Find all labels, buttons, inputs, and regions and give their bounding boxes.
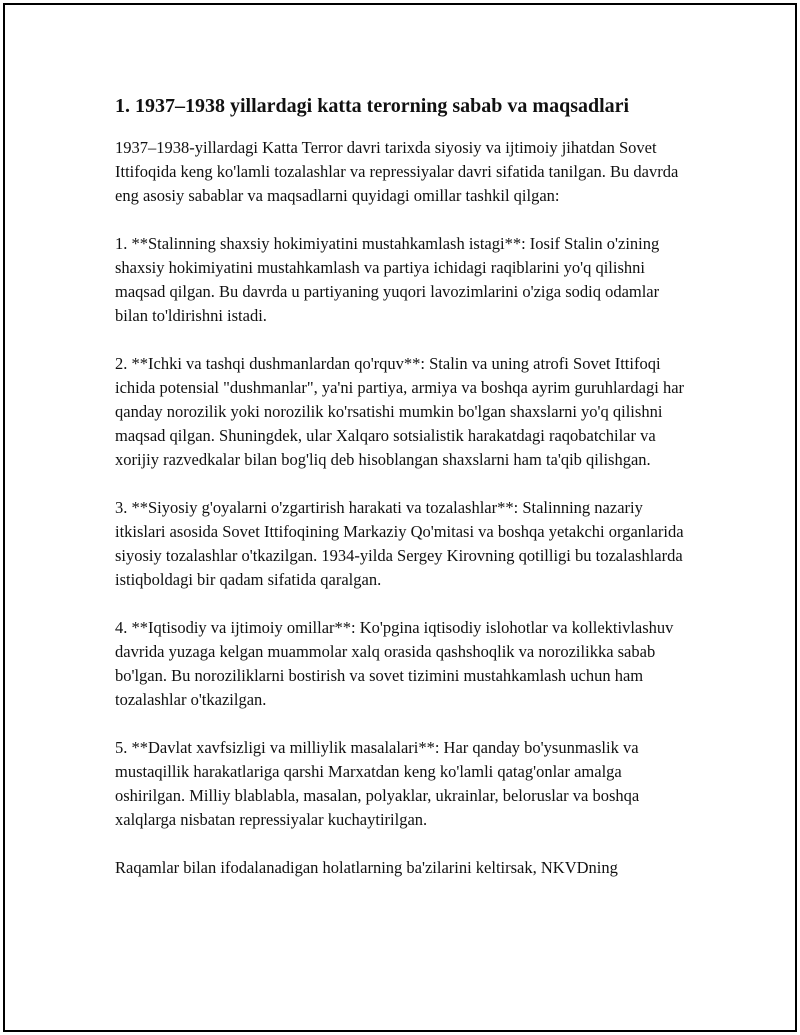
intro-paragraph: 1937–1938-yillardagi Katta Terror davri tarixda siyosiy va ijtimoiy jihatdan Sovet Ittifoqida keng ko'lamli tozalashlar va repressiyalar davri sifatida tanilgan. Bu davrda eng asosiy sabablar va maqsadlarni quyidagi omillar tashkil qilgan: xyxy=(115,138,679,205)
paragraph-point-5: 5. **Davlat xavfsizligi va milliylik masalalari**: Har qanday bo'ysunmaslik va mustaqillik harakatlariga qarshi Marxatdan keng ko'lamli qatag'onlar amalga oshirilgan. Milliy blablabla, masalan, polyaklar, ukrainlar, beloruslar va boshqa xalqlarga nisbatan repressiyalar kuchaytirilgan. xyxy=(115,738,640,829)
closing-paragraph: Raqamlar bilan ifodalanadigan holatlarning ba'zilarini keltirsak, NKVDning xyxy=(115,858,618,877)
paragraph-point-1: 1. **Stalinning shaxsiy hokimiyatini mustahkamlash istagi**: Iosif Stalin o'zining shaxsiy hokimiyatini mustahkamlash va partiya ichidagi raqiblarini yo'q qilishni maqsad qilgan. Bu davrda u partiyaning yuqori lavozimlarini o'ziga sodiq odamlar bilan to'ldirishni istadi. xyxy=(115,234,660,325)
paragraph-point-3: 3. **Siyosiy g'oyalarni o'zgartirish harakati va tozalashlar**: Stalinning nazariy itkislari asosida Sovet Ittifoqining Markaziy Qo'mitasi va boshqa yetakchi organlarida siyosiy tozalashlar o'tkazilgan. 1934-yilda Sergey Kirovning qotilligi bu tozalashlarda istiqboldagi bir qadam sifatida qaralgan. xyxy=(115,498,684,589)
document-body xyxy=(115,92,685,904)
paragraph-point-2: 2. **Ichki va tashqi dushmanlardan qo'rquv**: Stalin va uning atrofi Sovet Ittifoqi ichida potensial "dushmanlar", ya'ni partiya, armiya va boshqa ayrim guruhlardagi har qanday norozilik yoki norozilik ko'rsatishi mumkin bo'lgan shaxslarni yo'q qilishni maqsad qilgan. Shuningdek, ular Xalqaro sotsialistik harakatdagi raqobatchilar va xorijiy razvedkalar bilan bog'liq deb hisoblangan shaxslarni ham ta'qib qilishgan. xyxy=(115,354,685,469)
section-heading: 1. 1937–1938 yillardagi katta terorning sabab va maqsadlari xyxy=(115,95,630,117)
paragraph-point-4: 4. **Iqtisodiy va ijtimoiy omillar**: Ko'pgina iqtisodiy islohotlar va kollektivlashuv davrida yuzaga kelgan muammolar xalq orasida qashshoqlik va norozilikka sabab bo'lgan. Bu noroziliklarni bostirish va sovet tizimini mustahkamlash uchun ham tozalashlar o'tkazilgan. xyxy=(115,618,674,709)
